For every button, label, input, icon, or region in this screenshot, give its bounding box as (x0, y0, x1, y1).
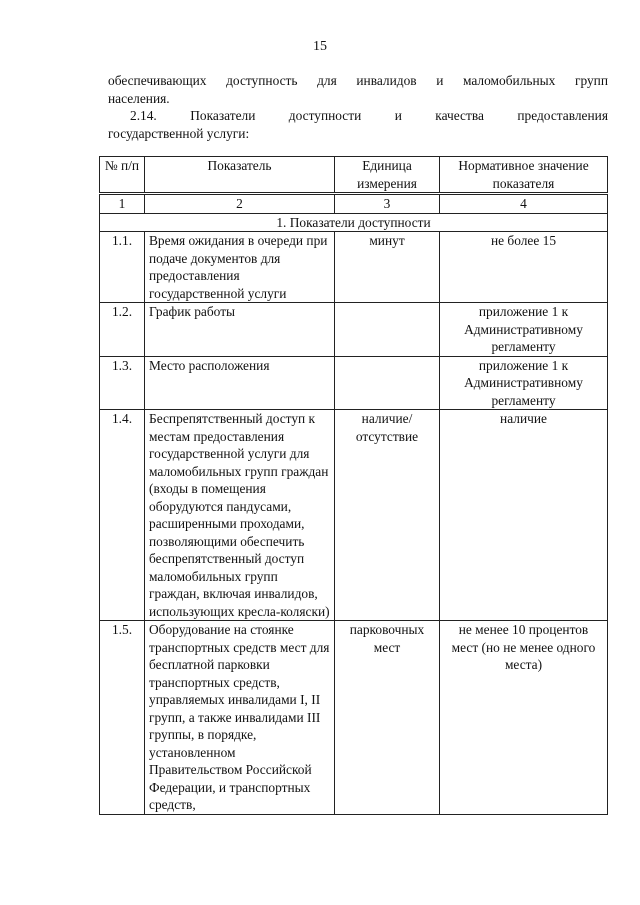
intro-line: населения. (108, 90, 170, 106)
row-indicator: Беспрепятственный доступ к местам предоставления государственной услуги для маломобильных групп граждан (входы в помещения оборудуются пандусами, расширенными проходами, позволяющими обеспечить беспрепятственный доступ маломобильных групп граждан, включая инвалидов, использующих кресла-коляски) (145, 410, 335, 621)
row-number: 1.3. (100, 356, 145, 410)
row-number: 1.4. (100, 410, 145, 621)
section-row (100, 213, 608, 232)
row-norm: приложение 1 к Административному регламенту (440, 356, 608, 410)
table-row (100, 303, 608, 357)
table-header-row (100, 157, 608, 194)
intro-line: обеспечивающих доступность для инвалидов и маломобильных групп (108, 73, 608, 88)
section-heading-line: 2.14. Показатели доступности и качества предоставления (130, 108, 608, 123)
row-number: 1.5. (100, 621, 145, 815)
table-row (100, 232, 608, 303)
table-row (100, 356, 608, 410)
row-norm: наличие (440, 410, 608, 621)
table-row (100, 410, 608, 621)
row-indicator: Время ожидания в очереди при подаче документов для предоставления государственной услуги (145, 232, 335, 303)
row-number: 1.2. (100, 303, 145, 357)
row-unit (335, 303, 440, 357)
row-norm: приложение 1 к Административному регламенту (440, 303, 608, 357)
row-unit: парковочных мест (335, 621, 440, 815)
intro-paragraph (108, 72, 608, 107)
row-number: 1.1. (100, 232, 145, 303)
column-index: 2 (145, 194, 335, 214)
row-norm: не более 15 (440, 232, 608, 303)
column-index-row (100, 194, 608, 214)
page-number: 15 (313, 39, 327, 54)
row-unit: минут (335, 232, 440, 303)
row-indicator: Место расположения (145, 356, 335, 410)
section-heading-line: государственной услуги: (108, 125, 250, 141)
header-num: № п/п (100, 157, 145, 194)
row-unit (335, 356, 440, 410)
row-indicator: Оборудование на стоянке транспортных средств мест для бесплатной парковки транспортных средств, управляемых инвалидами I, II групп, а также инвалидами III группы, в порядке, установленном Правительством Российской Федерации, и транспортных средств, (145, 621, 335, 815)
indicators-table (99, 156, 608, 815)
column-index: 1 (100, 194, 145, 214)
column-index: 4 (440, 194, 608, 214)
table-row (100, 621, 608, 815)
column-index: 3 (335, 194, 440, 214)
section-heading-paragraph (108, 107, 608, 142)
header-unit: Единица измерения (335, 157, 440, 194)
row-norm: не менее 10 процентов мест (но не менее одного места) (440, 621, 608, 815)
section-title: 1. Показатели доступности (100, 213, 608, 232)
row-unit: наличие/ отсутствие (335, 410, 440, 621)
row-indicator: График работы (145, 303, 335, 357)
header-norm: Нормативное значение показателя (440, 157, 608, 194)
header-indicator: Показатель (145, 157, 335, 194)
